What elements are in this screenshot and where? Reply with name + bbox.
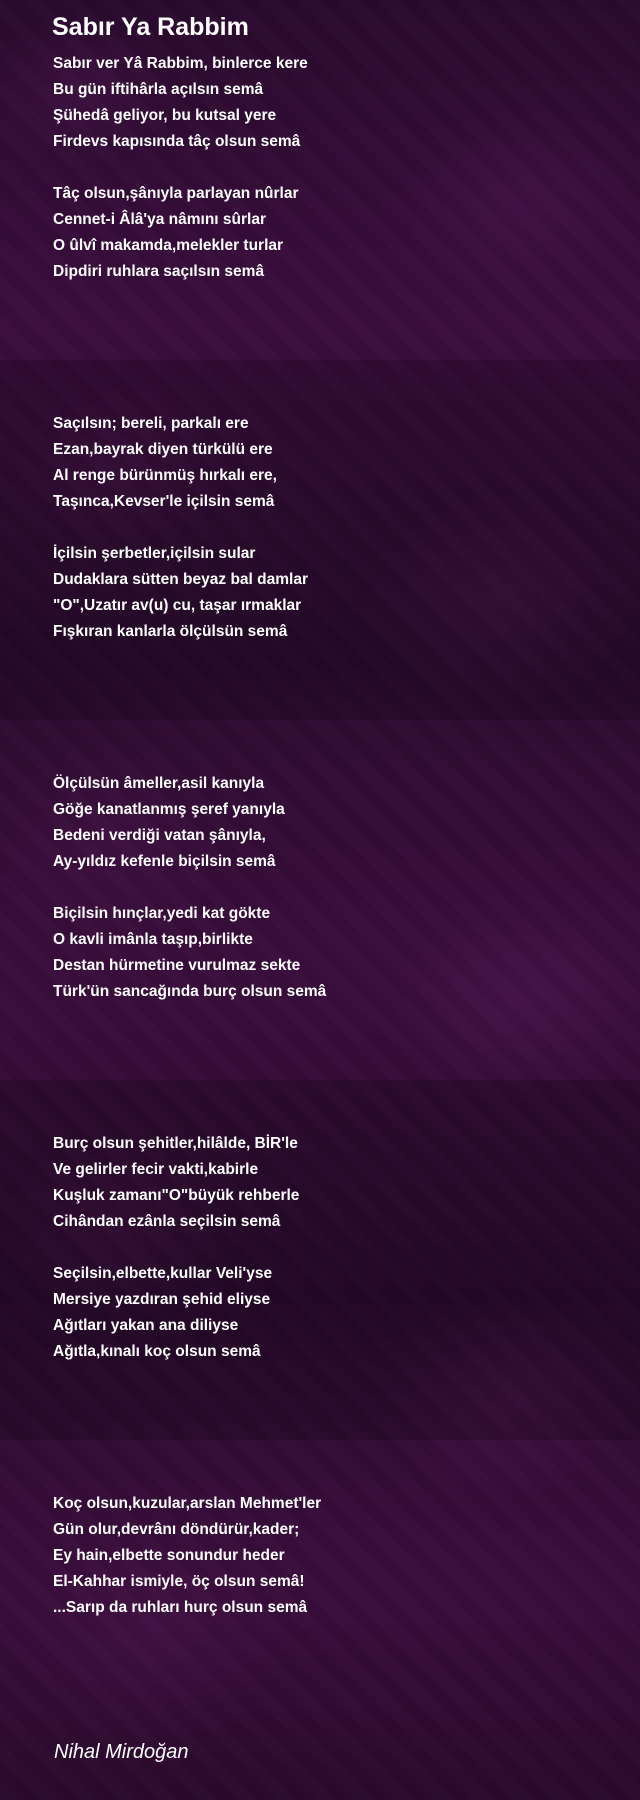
- poem-line: Şühedâ geliyor, bu kutsal yere: [53, 107, 277, 124]
- stanza-5: [53, 771, 285, 875]
- poem-line: Koç olsun,kuzular,arslan Mehmet'ler: [53, 1495, 322, 1512]
- poem-line: Cennet-i Âlâ'ya nâmını sûrlar: [53, 211, 266, 228]
- poem-line: Mersiye yazdıran şehid eliyse: [53, 1291, 271, 1308]
- poem-line: İçilsin şerbetler,içilsin sular: [53, 545, 256, 562]
- poem-line: Bedeni verdiği vatan şânıyla,: [53, 827, 266, 844]
- poem-line: El-Kahhar ismiyle, öç olsun semâ!: [53, 1573, 305, 1590]
- poem-line: Saçılsın; bereli, parkalı ere: [53, 415, 249, 432]
- poem-line: Sabır ver Yâ Rabbim, binlerce kere: [53, 55, 308, 72]
- poem-line: Burç olsun şehitler,hilâlde, BİR'le: [53, 1135, 298, 1152]
- poem-line: Kuşluk zamanı"O"büyük rehberle: [53, 1187, 300, 1204]
- poem-line: Cihândan ezânla seçilsin semâ: [53, 1213, 281, 1230]
- poem-title: Sabır Ya Rabbim: [52, 13, 249, 41]
- poem-line: Dipdiri ruhlara saçılsın semâ: [53, 263, 265, 280]
- poem-line: Firdevs kapısında tâç olsun semâ: [53, 133, 301, 150]
- poem-line: Al renge bürünmüş hırkalı ere,: [53, 467, 277, 484]
- poem-line: "O",Uzatır av(u) cu, taşar ırmaklar: [53, 597, 302, 614]
- poem-line: Ağıtla,kınalı koç olsun semâ: [53, 1343, 261, 1360]
- poem-line: Bu gün iftihârla açılsın semâ: [53, 81, 264, 98]
- poem-line: Biçilsin hınçlar,yedi kat gökte: [53, 905, 271, 922]
- poem-line: Ay-yıldız kefenle biçilsin semâ: [53, 853, 276, 870]
- poem-line: Ağıtları yakan ana diliyse: [53, 1317, 239, 1334]
- poem-line: Taşınca,Kevser'le içilsin semâ: [53, 493, 275, 510]
- stanza-7: [53, 1131, 299, 1235]
- poem-line: Gün olur,devrânı döndürür,kader;: [53, 1521, 300, 1538]
- poem-line: Göğe kanatlanmış şeref yanıyla: [53, 801, 285, 818]
- stanza-2: [53, 181, 299, 285]
- poem-line: Ezan,bayrak diyen türkülü ere: [53, 441, 273, 458]
- stanza-9: [53, 1491, 321, 1621]
- poem-line: O ûlvî makamda,melekler turlar: [53, 237, 284, 254]
- poem-line: Türk'ün sancağında burç olsun semâ: [53, 983, 327, 1000]
- poem-line: ...Sarıp da ruhları hurç olsun semâ: [53, 1599, 308, 1616]
- poem-line: Ve gelirler fecir vakti,kabirle: [53, 1161, 259, 1178]
- stanza-3: [53, 411, 277, 515]
- poem-line: Fışkıran kanlarla ölçülsün semâ: [53, 623, 288, 640]
- poem-author: Nihal Mirdoğan: [54, 1741, 189, 1763]
- poem-line: Destan hürmetine vurulmaz sekte: [53, 957, 301, 974]
- poem-line: Tâç olsun,şânıyla parlayan nûrlar: [53, 185, 299, 202]
- poem-line: Ölçülsün âmeller,asil kanıyla: [53, 775, 265, 792]
- stanza-4: [53, 541, 308, 645]
- poem-line: O kavli imânla taşıp,birlikte: [53, 931, 253, 948]
- poem-line: Ey hain,elbette sonundur heder: [53, 1547, 285, 1564]
- stanza-6: [53, 901, 326, 1005]
- poem-line: Dudaklara sütten beyaz bal damlar: [53, 571, 308, 588]
- stanza-8: [53, 1261, 272, 1365]
- poem-line: Seçilsin,elbette,kullar Veli'yse: [53, 1265, 273, 1282]
- stanza-1: [53, 51, 308, 155]
